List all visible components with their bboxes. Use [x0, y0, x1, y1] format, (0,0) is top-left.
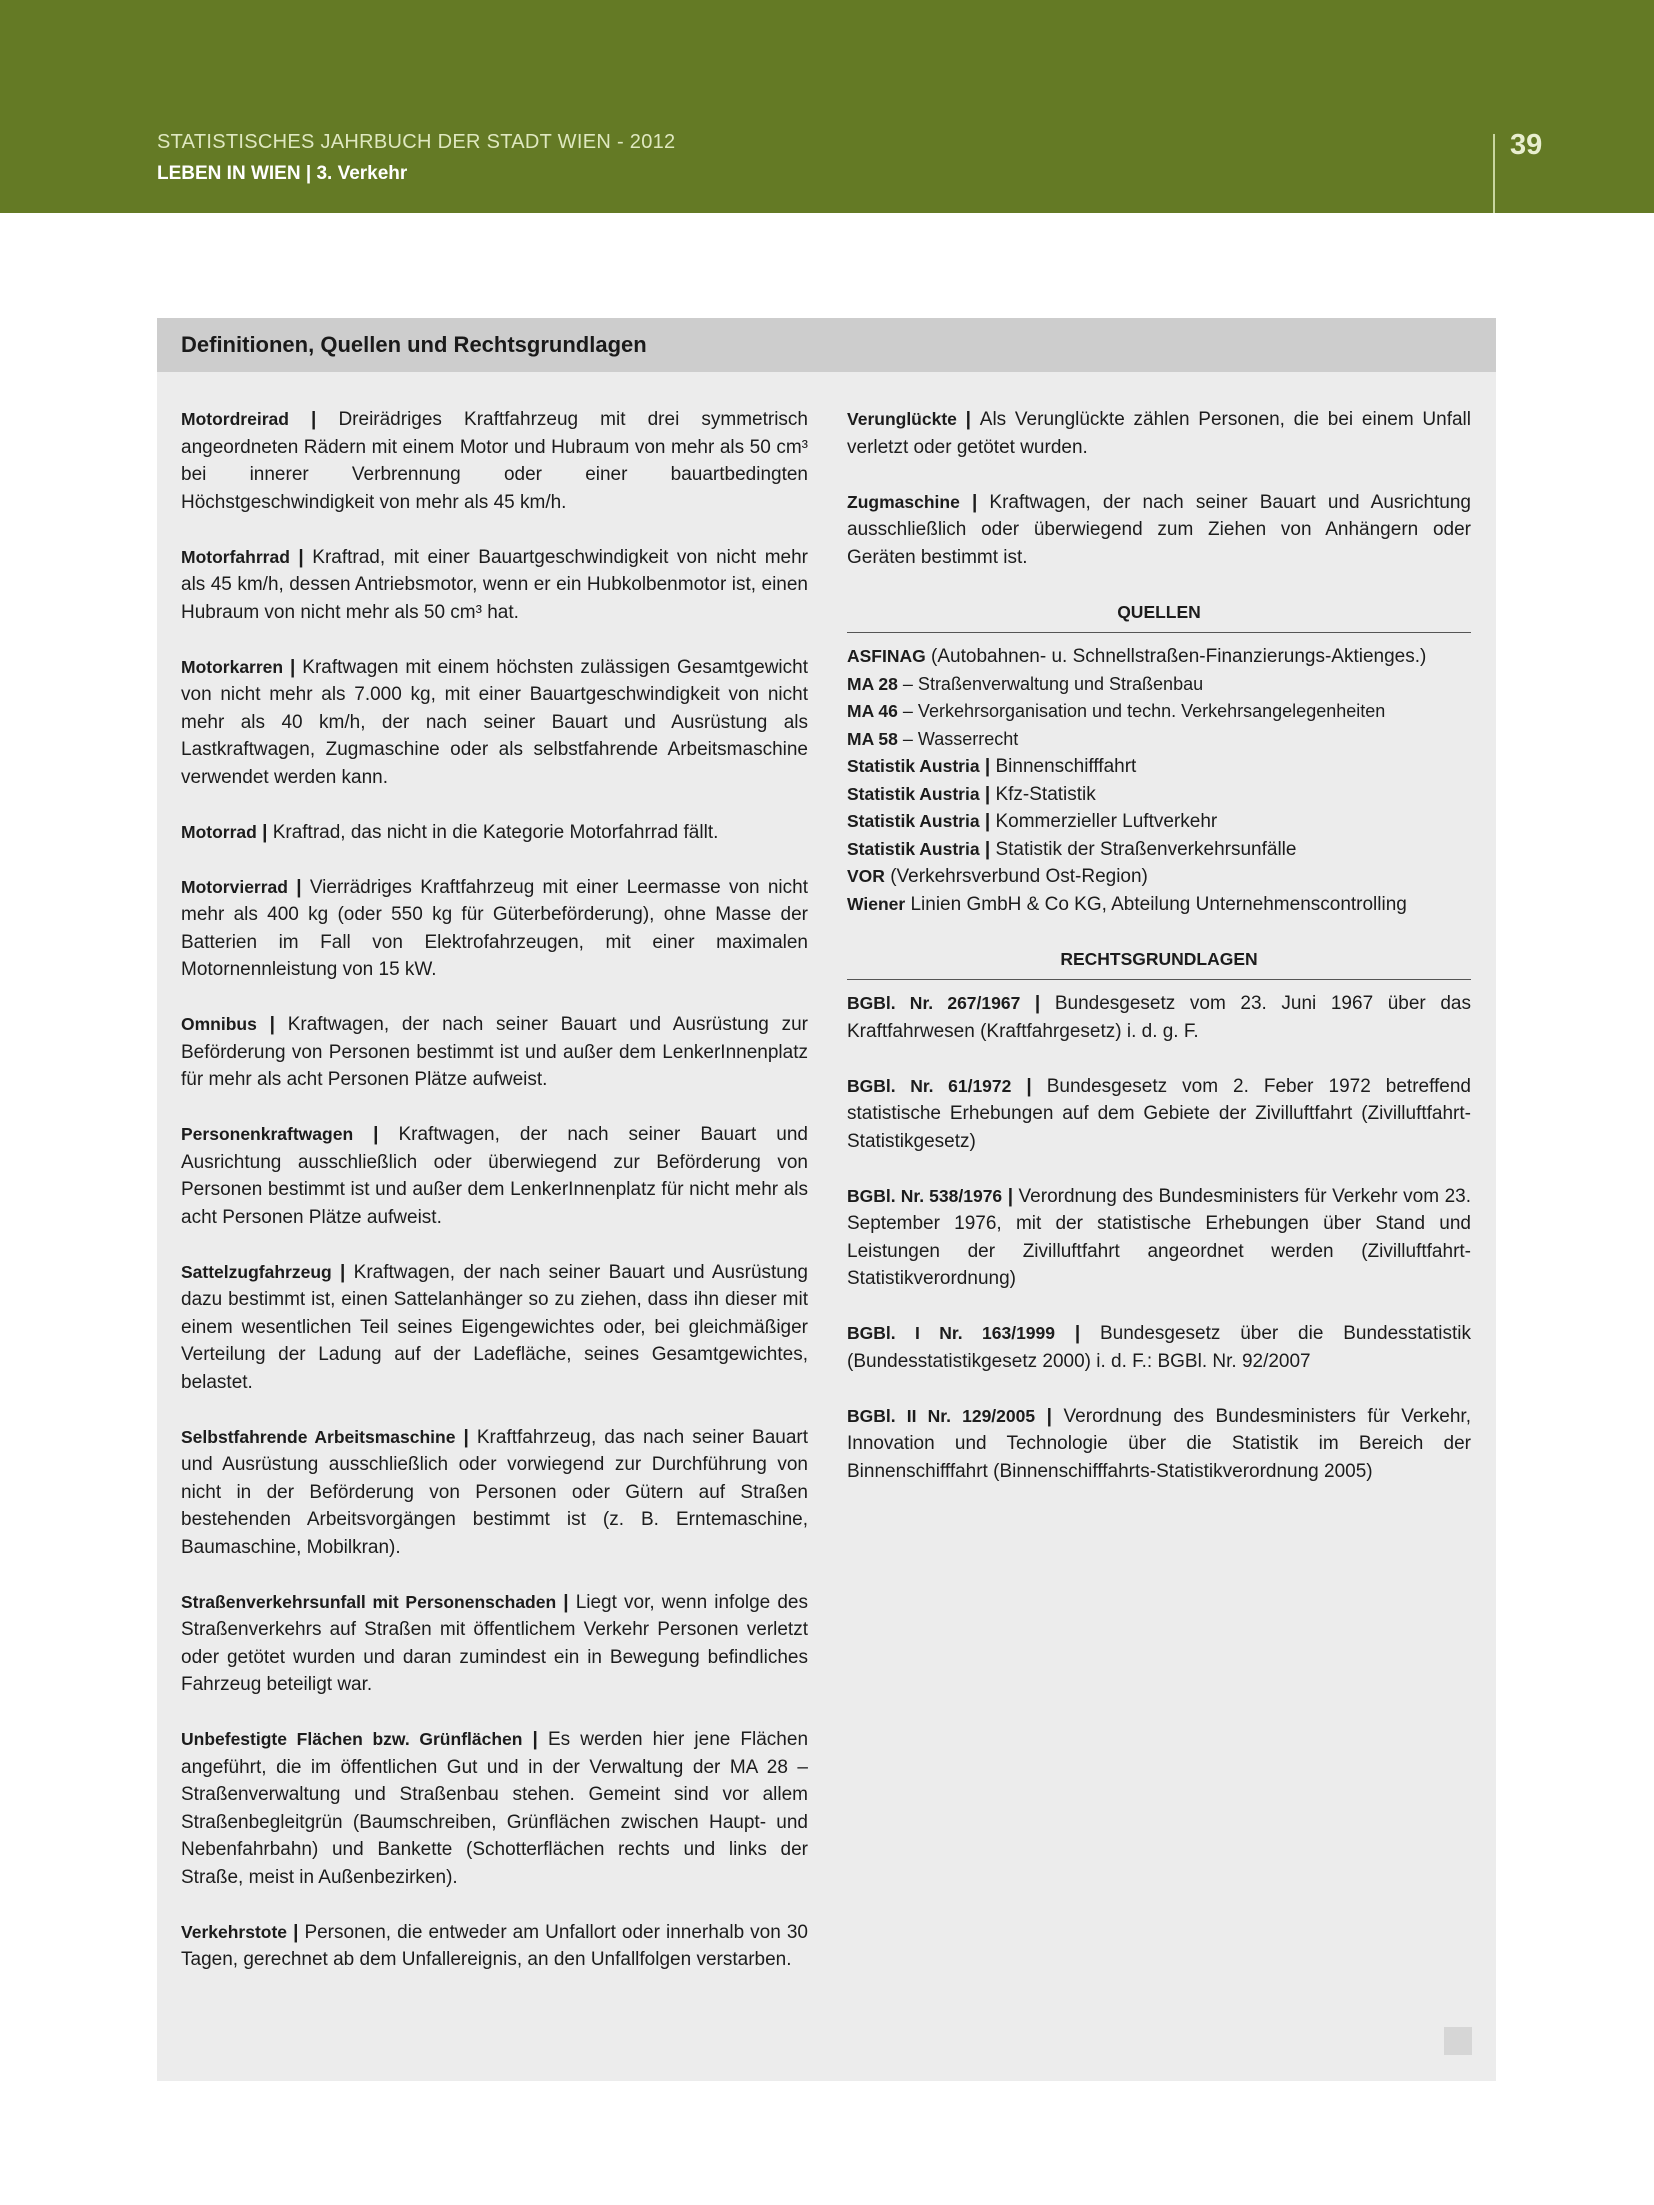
- source-separator: |: [984, 756, 991, 777]
- entry-text: Bundesgesetz vom 23. Juni 1967 über das Kraftfahrwesen (Kraftfahrgesetz) i. d. g. F.: [847, 993, 1472, 1042]
- legal-basis-entry: [847, 1403, 1471, 1486]
- entry-term: Motorrad: [181, 821, 257, 842]
- entry-term: BGBl. Nr. 61/1972: [847, 1075, 1012, 1096]
- entry-term: Unbefestigte Flächen bzw. Grünflächen: [181, 1729, 523, 1749]
- entry-term: BGBl. Nr. 538/1976: [847, 1185, 1003, 1206]
- publication-title: STATISTISCHES JAHRBUCH DER STADT WIEN - 2012: [157, 131, 676, 153]
- entry-text: Kraftrad, mit einer Bauartgeschwindigkeit von nicht mehr als 45 km/h, dessen Antriebsmotor, wenn er ein Hubkolbenmotor ist, einen Hubraum von nicht mehr als 50 cm³ hat.: [181, 546, 809, 623]
- entry-separator: |: [1002, 1185, 1019, 1207]
- entry-separator: |: [956, 409, 980, 430]
- source-description: (Autobahnen- u. Schnellstraßen-Finanzierungs-Aktienges.): [931, 646, 1427, 667]
- legal-basis-entry: [847, 1073, 1471, 1156]
- entry-separator: |: [959, 491, 990, 513]
- entry-separator: |: [1011, 1075, 1047, 1097]
- entry-text: Kraftwagen, der nach seiner Bauart und Ausrichtung ausschließlich oder überwiegend zur Beförderung von Personen bestimmt ist und außer dem LenkerInnenplatz für nicht mehr als acht Personen Plätze aufweist.: [181, 1124, 808, 1228]
- definition-entry: [181, 819, 808, 847]
- entry-text: Kraftwagen, der nach seiner Bauart und Ausrichtung ausschließlich oder überwiegend zum Ziehen von Anhängern oder Geräten bestimmt ist.: [847, 491, 1471, 568]
- source-description: Kommerzieller Luftverkehr: [995, 811, 1218, 832]
- definition-entry: [181, 1011, 808, 1094]
- entry-separator: |: [256, 1014, 288, 1035]
- sources-heading: QUELLEN: [847, 599, 1471, 634]
- definition-entry: [181, 1919, 808, 1974]
- legal-basis-entry: [847, 990, 1471, 1045]
- entry-text: Personen, die entweder am Unfallort oder innerhalb von 30 Tagen, gerechnet ab dem Unfallereignis, an den Unfallfolgen verstarben.: [181, 1921, 808, 1970]
- source-name: VOR: [847, 866, 885, 886]
- definition-entry: [847, 489, 1471, 572]
- definition-entry: [181, 406, 808, 516]
- entry-term: Verkehrstote: [181, 1921, 288, 1942]
- source-separator: |: [984, 811, 991, 832]
- definition-entry: [181, 654, 808, 792]
- definition-entry: [181, 544, 808, 627]
- entry-term: Sattelzugfahrzeug: [181, 1261, 332, 1282]
- entry-term: BGBl. I Nr. 163/1999: [847, 1323, 1056, 1343]
- source-description: – Straßenverwaltung und Straßenbau: [902, 673, 1204, 694]
- legal-basis-entry: [847, 1320, 1471, 1375]
- definition-entry: [181, 1259, 808, 1397]
- entry-text: Kraftwagen, der nach seiner Bauart und Ausrüstung zur Beförderung von Personen bestimmt ist und außer dem LenkerInnenplatz für mehr als acht Personen Plätze aufweist.: [181, 1014, 808, 1090]
- source-item: [847, 698, 1471, 726]
- source-item: [847, 643, 1471, 671]
- entry-text: Kraftfahrzeug, das nach seiner Bauart und Ausrüstung ausschließlich oder vorwiegend zur Durchführung von nicht in der Beförderung von Personen oder Gütern auf Straßen bestehenden Arbeitsvorgängen bestimmt ist (z. B. Erntemaschine, Baumaschine, Mobilkran).: [181, 1426, 808, 1558]
- entry-text: Bundesgesetz über die Bundesstatistik (Bundesstatistikgesetz 2000) i. d. F.: BGBl. Nr. 92/2007: [847, 1323, 1471, 1372]
- entry-term: Motordreirad: [181, 409, 289, 429]
- breadcrumb-separator: |: [305, 163, 312, 184]
- entry-separator: |: [556, 1591, 576, 1613]
- entry-term: Motorvierrad: [181, 876, 288, 897]
- entry-term: Omnibus: [181, 1014, 257, 1034]
- source-name: Statistik Austria: [847, 811, 980, 831]
- entry-separator: |: [287, 876, 310, 898]
- source-name: MA 28: [847, 673, 898, 694]
- source-description: Statistik der Straßenverkehrsunfälle: [995, 838, 1297, 860]
- source-item: [847, 726, 1471, 754]
- source-name: MA 58: [847, 728, 898, 749]
- section-breadcrumb: [157, 163, 407, 185]
- definition-entry: [181, 1424, 808, 1562]
- source-name: Statistik Austria: [847, 838, 980, 859]
- entry-text: Kraftwagen, der nach seiner Bauart und Ausrüstung dazu bestimmt ist, einen Sattelanhänger so zu ziehen, dass ihn dieser mit einem wesentlichen Teil seines Eigengewichtes oder, bei gleichmäßiger Verteilung der Ladung auf der Ladefläche, seines Gesamtgewichtes, belastet.: [181, 1261, 808, 1393]
- header-divider: [1493, 134, 1495, 213]
- definition-entry: [181, 1121, 808, 1231]
- source-item: [847, 781, 1471, 809]
- entry-text: Bundesgesetz vom 2. Feber 1972 betreffend statistische Erhebungen auf dem Gebiete der Zivilluftfahrt (Zivilluftfahrt-Statistikgesetz): [847, 1075, 1471, 1152]
- entry-separator: |: [1020, 993, 1055, 1014]
- box-header: [157, 318, 1496, 372]
- entry-text: Verordnung des Bundesministers für Verkehr, Innovation und Technologie über die Statistik im Bereich der Binnenschifffahrt (Binnenschifffahrts-Statistikverordnung 2005): [847, 1405, 1471, 1482]
- entry-term: BGBl. Nr. 267/1967: [847, 993, 1021, 1013]
- source-description: Binnenschifffahrt: [995, 756, 1137, 777]
- source-separator: |: [984, 783, 991, 805]
- definition-entry: [847, 406, 1471, 461]
- entry-term: Zugmaschine: [847, 491, 960, 512]
- entry-term: Straßenverkehrsunfall mit Personenschaden: [181, 1591, 557, 1612]
- definition-entry: [181, 1589, 808, 1699]
- source-description: Kfz-Statistik: [995, 783, 1096, 805]
- source-description: – Wasserrecht: [902, 728, 1019, 749]
- entry-term: Selbstfahrende Arbeitsmaschine: [181, 1426, 456, 1447]
- source-item: [847, 891, 1471, 919]
- entry-text: Liegt vor, wenn infolge des Straßenverkehrs auf Straßen mit öffentlichem Verkehr Personen verletzt oder getötet wurden und daran zumindest ein in Bewegung befindliches Fahrzeug beteiligt war.: [181, 1591, 808, 1695]
- entry-separator: |: [283, 656, 303, 678]
- source-item: [847, 753, 1471, 781]
- entry-term: Personenkraftwagen: [181, 1124, 354, 1144]
- source-item: [847, 836, 1471, 864]
- source-description: – Verkehrsorganisation und techn. Verkehrsangelegenheiten: [902, 701, 1386, 721]
- entry-text: Vierrädriges Kraftfahrzeug mit einer Leermasse von nicht mehr als 400 kg (oder 550 kg für Güterbeförderung), ohne Masse der Batterien im Fall von Elektrofahrzeugen, mit einer maximalen Motornennleistung von 15 kW.: [181, 876, 808, 980]
- legal-basis-list: [847, 990, 1471, 1485]
- entry-separator: |: [256, 821, 273, 843]
- entry-term: BGBl. II Nr. 129/2005: [847, 1405, 1036, 1426]
- entry-separator: |: [455, 1426, 477, 1448]
- definitions-box: [157, 318, 1496, 2081]
- page-number: 39: [1510, 129, 1543, 161]
- sources-list: [847, 643, 1471, 918]
- definition-entry: [181, 874, 808, 984]
- entry-text: Kraftrad, das nicht in die Kategorie Motorfahrrad fällt.: [272, 821, 719, 843]
- right-definitions: [847, 406, 1471, 571]
- source-item: [847, 671, 1471, 699]
- end-marker-square: [1444, 2027, 1472, 2055]
- entry-term: Motorfahrrad: [181, 546, 290, 567]
- entry-separator: |: [289, 546, 313, 568]
- source-item: [847, 863, 1471, 891]
- left-column: [181, 406, 808, 2001]
- entry-separator: |: [1035, 1405, 1064, 1427]
- entry-text: Kraftwagen mit einem höchsten zulässigen Gesamtgewicht von nicht mehr als 7.000 kg, mit einer Bauartgeschwindigkeit von nicht mehr als 40 km/h, der nach seiner Bauart und Ausrüstung als Lastkraftwagen, Zugmaschine oder als selbstfahrende Arbeitsmaschine verwendet werden kann.: [181, 656, 808, 788]
- entry-separator: |: [288, 409, 339, 430]
- entry-separator: |: [1055, 1323, 1100, 1344]
- source-separator: |: [984, 838, 991, 860]
- entry-separator: |: [331, 1261, 354, 1283]
- entry-term: Verunglückte: [847, 409, 957, 429]
- definition-entry: [181, 1726, 808, 1891]
- entry-text: Verordnung des Bundesministers für Verkehr vom 23. September 1976, mit der statistische Erhebungen über Stand und Leistungen der Zivilluftfahrt angeordnet werden (Zivilluftfahrt-Statistikverordnung): [847, 1185, 1471, 1289]
- entry-separator: |: [353, 1124, 399, 1145]
- legal-basis-entry: [847, 1183, 1471, 1293]
- chapter-name: 3. Verkehr: [316, 163, 408, 184]
- source-name: MA 46: [847, 701, 898, 721]
- entry-text: Es werden hier jene Flächen angeführt, die im öffentlichen Gut und in der Verwaltung der MA 28 – Straßenverwaltung und Straßenbau stehen. Gemeint sind vor allem Straßenbegleitgrün (Baumschreiben, Grünflächen zwischen Haupt- und Nebenfahrbahn) und Bankette (Schotterflächen rechts und links der Straße, meist in Außenbezirken).: [181, 1729, 809, 1888]
- entry-text: Dreirädriges Kraftfahrzeug mit drei symmetrisch angeordneten Rädern mit einem Motor und Hubraum von mehr als 50 cm³ bei innerer Verbrennung oder einer bauartbedingten Höchstgeschwindigkeit von mehr als 45 km/h.: [181, 409, 808, 513]
- legal-basis-heading: RECHTSGRUNDLAGEN: [847, 946, 1471, 981]
- entry-term: Motorkarren: [181, 656, 284, 677]
- source-description: (Verkehrsverbund Ost-Region): [890, 866, 1148, 887]
- right-column: [847, 406, 1471, 1513]
- source-name: Statistik Austria: [847, 756, 980, 776]
- source-name: ASFINAG: [847, 646, 926, 666]
- source-name: Statistik Austria: [847, 783, 980, 804]
- entry-text: Als Verunglückte zählen Personen, die bei einem Unfall verletzt oder getötet wurden.: [847, 409, 1472, 458]
- source-item: [847, 808, 1471, 836]
- source-name: Wiener: [847, 893, 906, 914]
- section-name: LEBEN IN WIEN: [157, 163, 301, 184]
- source-description: Linien GmbH & Co KG, Abteilung Unternehmenscontrolling: [910, 893, 1407, 915]
- entry-separator: |: [522, 1729, 548, 1750]
- entry-separator: |: [287, 1921, 305, 1943]
- box-title: Definitionen, Quellen und Rechtsgrundlagen: [181, 332, 647, 357]
